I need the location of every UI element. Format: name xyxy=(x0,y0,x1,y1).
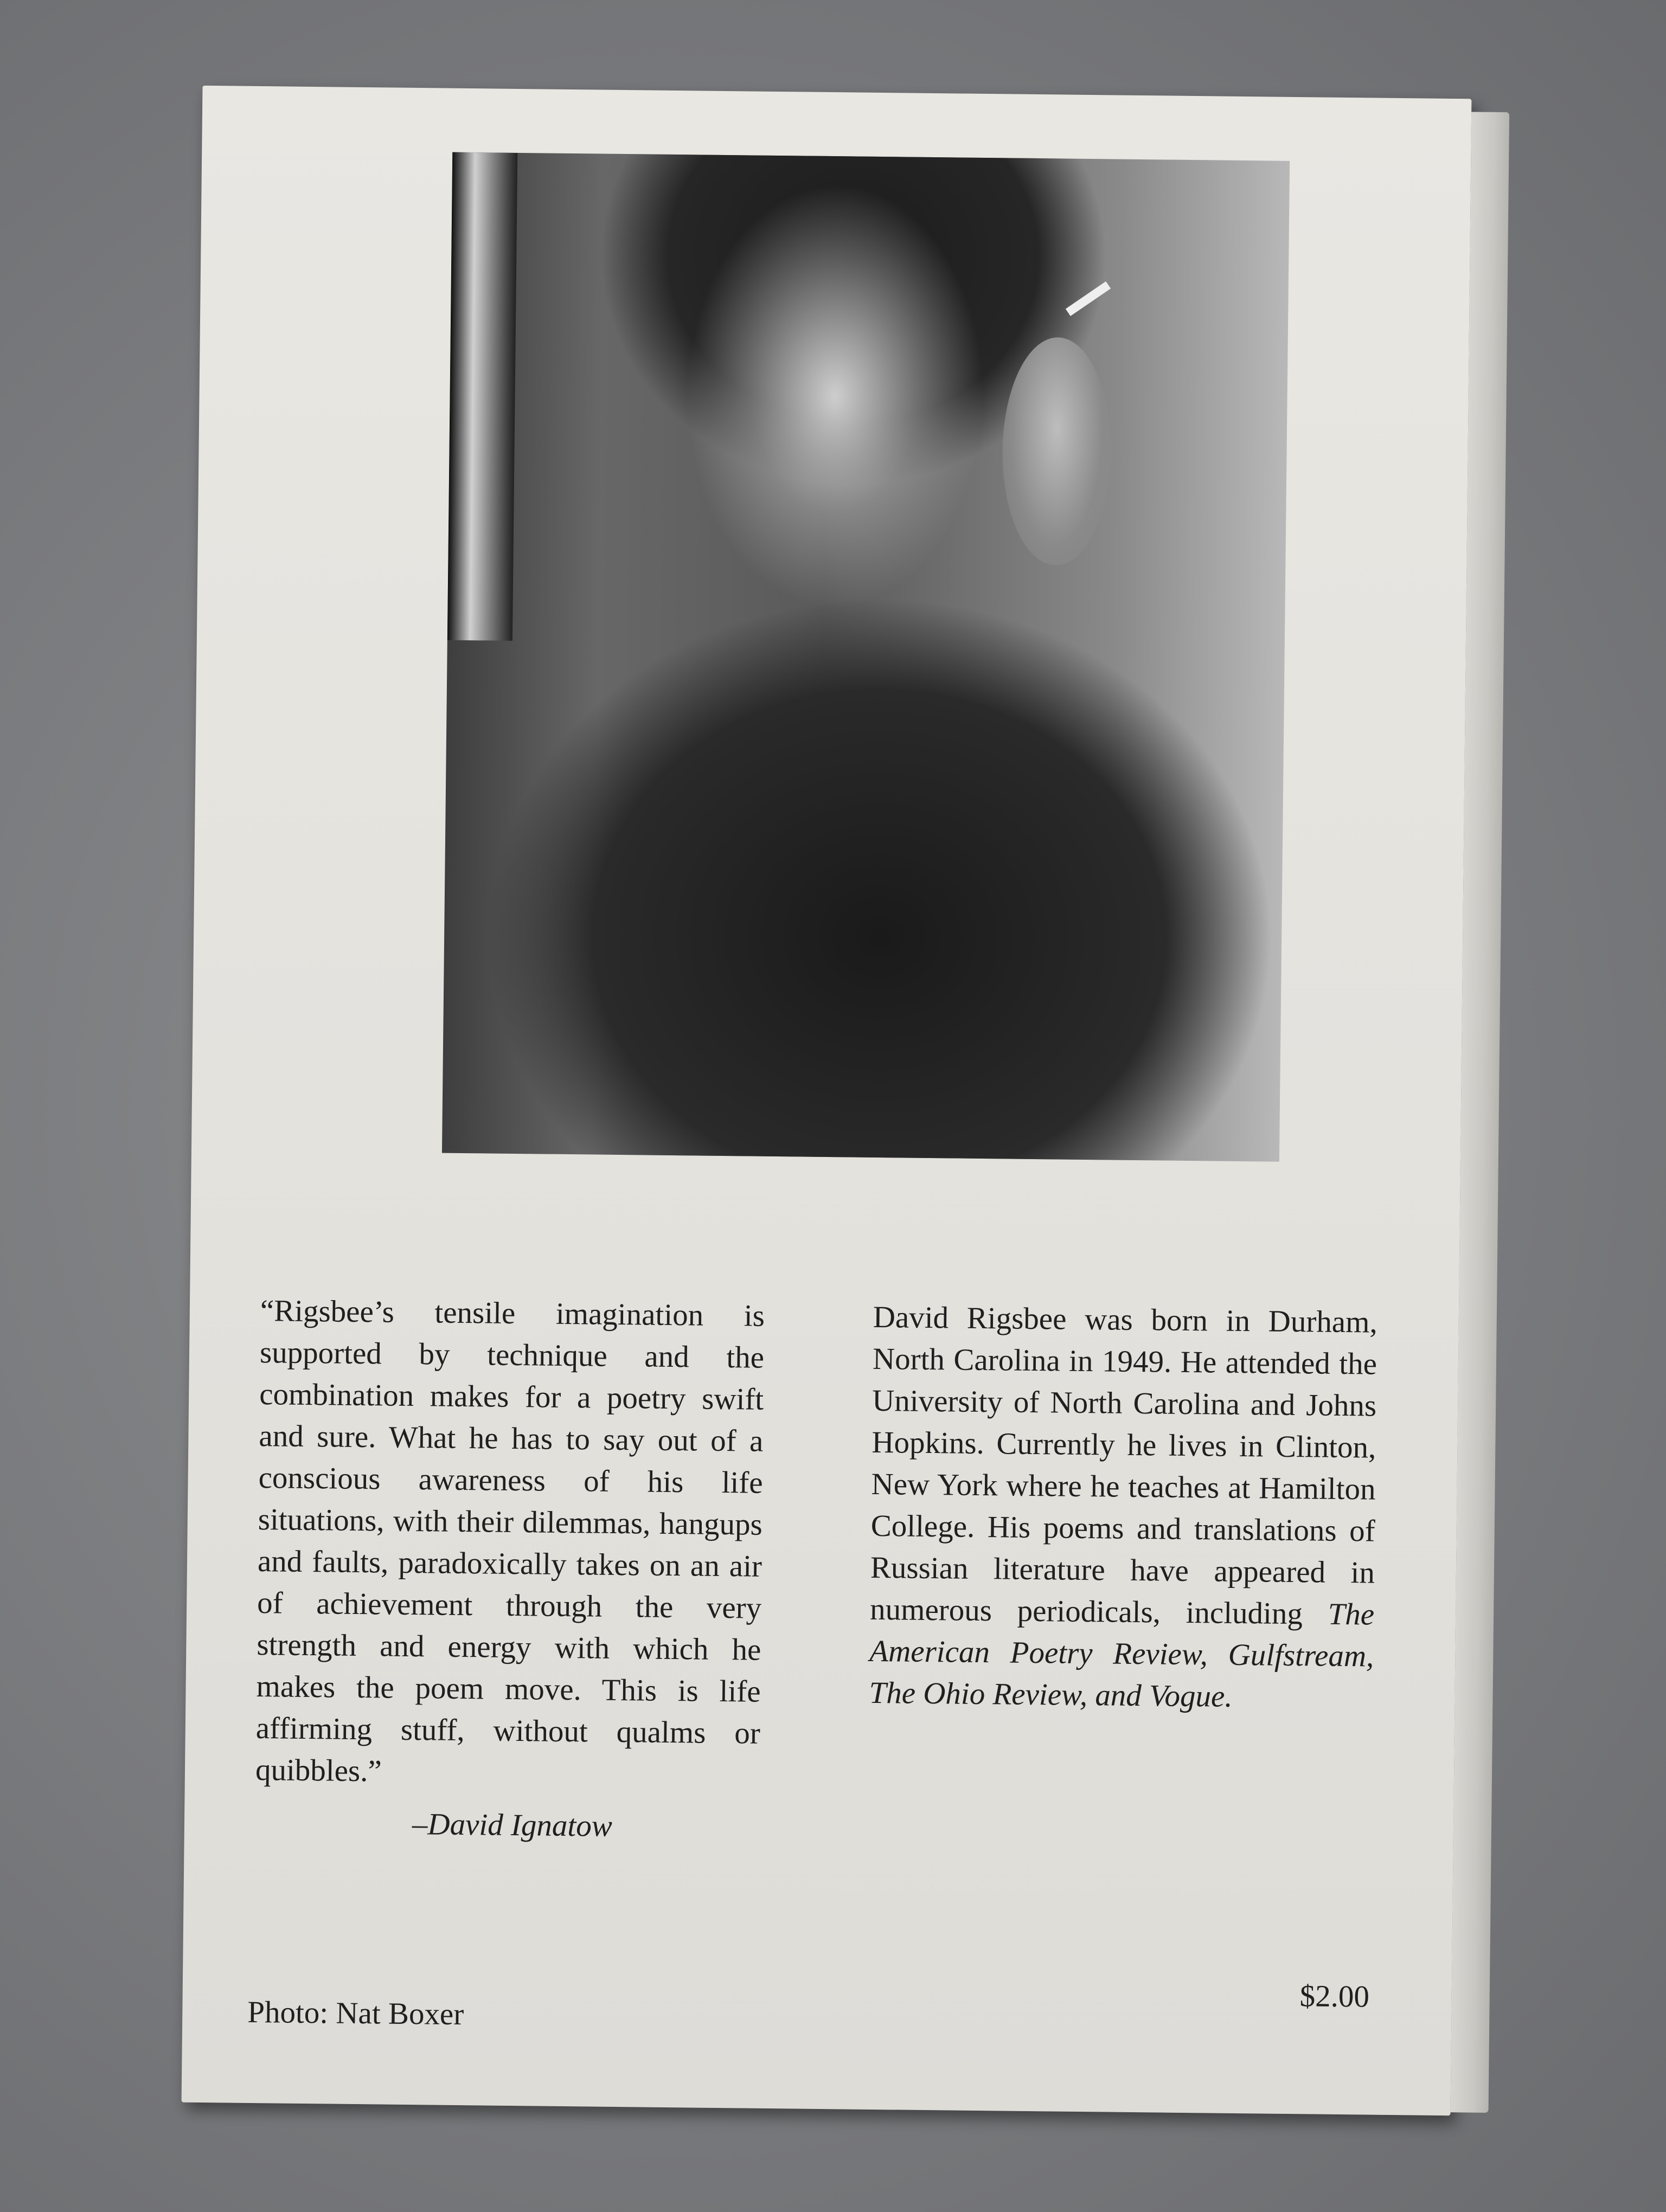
author-bio-text: David Rigsbee was born in Durham, North Carolina in 1949. He attended the University of North Carolina and Johns Hopkins. Currently he lives in Clinton, New York where he teaches at Hamilton College. His poems and translations of Russian literature have appeared in numerous periodicals, including xyxy=(869,1300,1378,1631)
author-bio-publications: The American Poetry Review, Gulfstream, The Ohio Review, and Vogue. xyxy=(869,1597,1375,1714)
photo-background-window xyxy=(447,152,517,641)
book-back-cover xyxy=(182,86,1472,2115)
blurb-quote: “Rigsbee’s tensile imagination is supported by technique and the combination makes for a poetry swift and sure. What he has to say out of a conscious awareness of his life situations, with their dilemmas, hangups and faults, paradoxically takes on an air of achievement through the very strength and energy with which he makes the poem move. This is life affirming stuff, without qualms or quibbles.” xyxy=(255,1294,765,1789)
author-bio xyxy=(869,1296,1377,1719)
price-label: $2.00 xyxy=(1299,1979,1370,2014)
blurb-attribution: –David Ignatow xyxy=(412,1807,613,1843)
photo-cigarette xyxy=(1066,281,1111,316)
photo-credit: Photo: Nat Boxer xyxy=(247,1995,464,2032)
photo-hand xyxy=(1001,337,1112,565)
author-photo xyxy=(442,152,1290,1162)
book-page-edge xyxy=(1451,112,1510,2113)
